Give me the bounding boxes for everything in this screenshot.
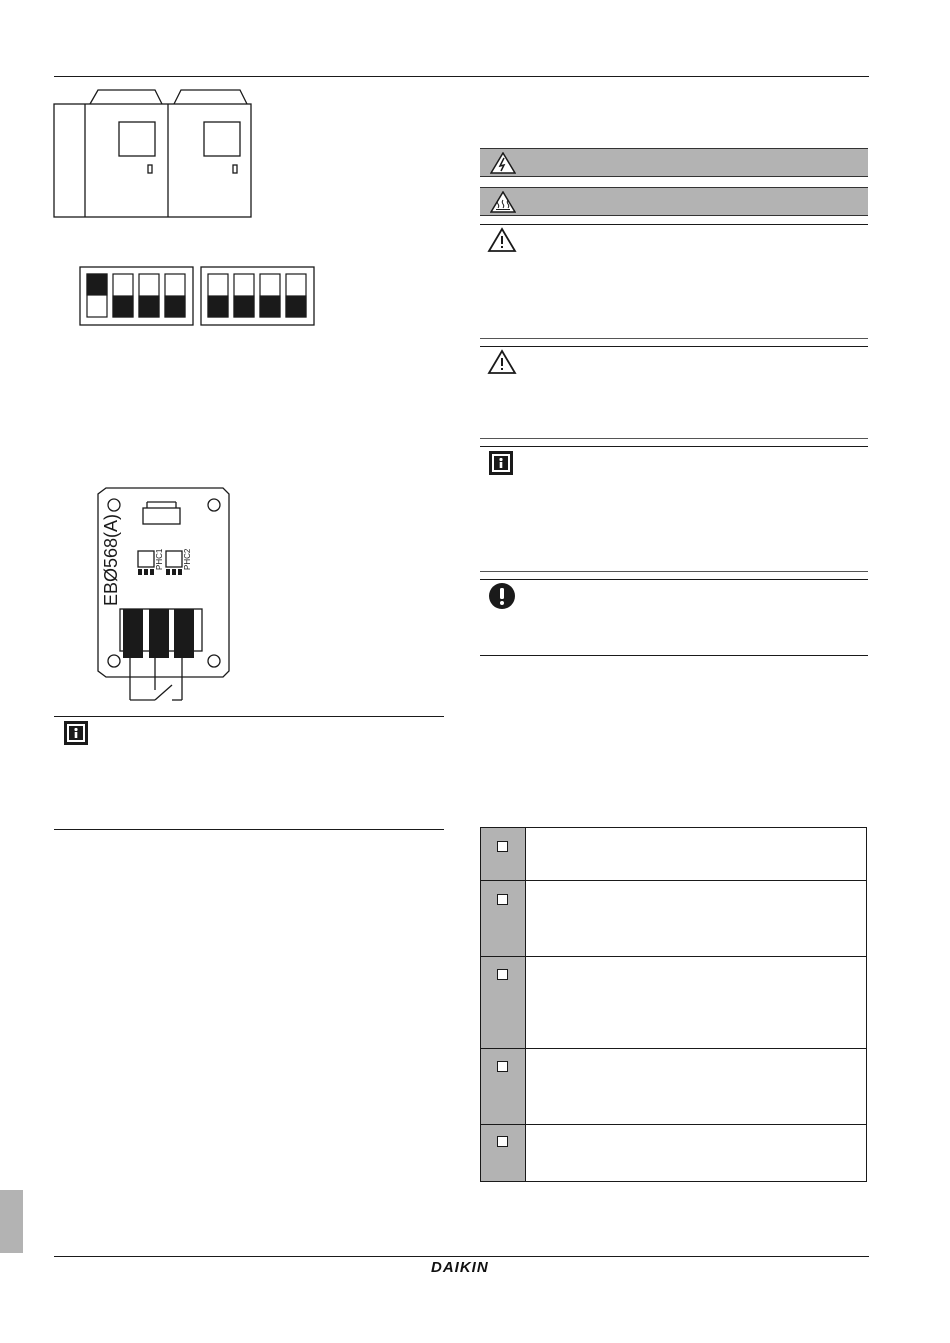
info-icon <box>63 720 89 746</box>
daikin-logo: DAIKIN <box>431 1259 489 1276</box>
warning-1-bottom-rule <box>480 338 868 339</box>
warning-triangle-icon <box>487 349 517 375</box>
checklist-row-separator <box>481 1048 866 1049</box>
info-icon <box>488 450 514 476</box>
info-right-top-rule <box>480 446 868 447</box>
notice-top-rule <box>480 579 868 580</box>
left-info-top-rule <box>54 716 444 717</box>
electric-hazard-icon <box>490 152 516 174</box>
info-right-bottom-rule <box>480 571 868 572</box>
header-rule <box>54 76 869 77</box>
checkbox-icon[interactable] <box>497 894 508 905</box>
checkbox-icon[interactable] <box>497 1061 508 1072</box>
checklist-row-separator <box>481 880 866 881</box>
notice-bottom-rule <box>480 655 868 656</box>
footer-rule <box>54 1256 869 1257</box>
pcb-illustration <box>92 485 237 710</box>
checkbox-icon[interactable] <box>497 969 508 980</box>
warning-1-top-rule <box>480 224 868 225</box>
danger-hot-surface-bar <box>480 187 868 216</box>
checklist-table <box>480 827 867 1182</box>
exclamation-icon <box>488 582 516 610</box>
dip-switch-illustration <box>78 265 318 327</box>
checklist-row-separator <box>481 956 866 957</box>
side-chapter-tab <box>0 1190 23 1253</box>
checklist-row-separator <box>481 1124 866 1125</box>
pcb-label: EBØ568(A) <box>101 513 121 606</box>
warning-triangle-icon <box>487 227 517 253</box>
checkbox-icon[interactable] <box>497 841 508 852</box>
relay-label-phc1: PHC1 <box>155 548 164 570</box>
danger-electric-bar <box>480 148 868 177</box>
checkbox-icon[interactable] <box>497 1136 508 1147</box>
warning-2-top-rule <box>480 346 868 347</box>
left-info-bottom-rule <box>54 829 444 830</box>
warning-2-bottom-rule <box>480 438 868 439</box>
hot-surface-icon <box>490 191 516 213</box>
relay-label-phc2: PHC2 <box>183 548 192 570</box>
outdoor-unit-illustration <box>50 84 260 224</box>
